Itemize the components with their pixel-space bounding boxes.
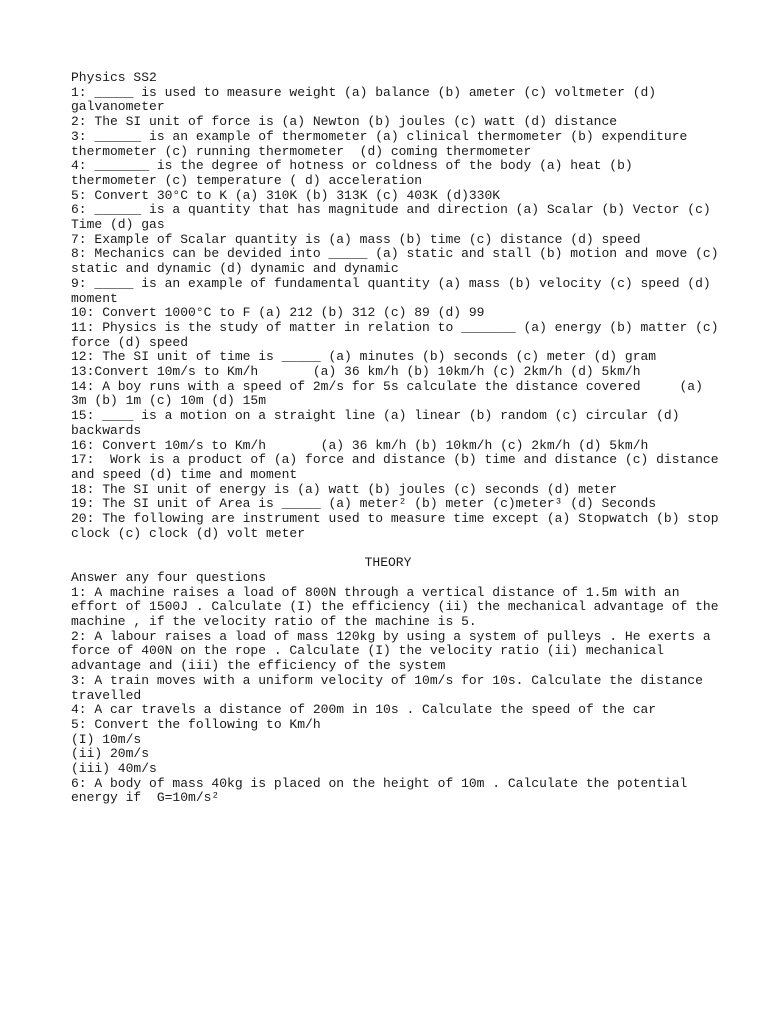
objective-question-line: 18: The SI unit of energy is (a) watt (b) joules (c) seconds (d) meter (71, 481, 618, 497)
objective-question-line: 7: Example of Scalar quantity is (a) mass (b) time (c) distance (d) speed (71, 231, 641, 247)
theory-question-line: travelled (71, 687, 142, 703)
section-spacer (71, 542, 705, 557)
objective-question-line: backwards (71, 422, 142, 438)
theory-question-line: 2: A labour raises a load of mass 120kg by using a system of pulleys . He exerts a (71, 628, 711, 644)
theory-question-line: effort of 1500J . Calculate (I) the efficiency (ii) the mechanical advantage of the (71, 599, 719, 615)
objective-questions (71, 84, 719, 542)
objective-question-line: 1: _____ is used to measure weight (a) balance (b) ameter (c) voltmeter (d) (71, 84, 657, 100)
objective-question-line: Time (d) gas (71, 217, 165, 233)
objective-question-line: galvanometer (71, 99, 165, 115)
objective-question-line: clock (c) clock (d) volt meter (71, 525, 306, 541)
objective-question-line: 16: Convert 10m/s to Km/h (a) 36 km/h (b) 10km/h (c) 2km/h (d) 5km/h (71, 437, 649, 453)
objective-question-line: 9: _____ is an example of fundamental quantity (a) mass (b) velocity (c) speed (d) (71, 275, 711, 291)
objective-question-line: 20: The following are instrument used to measure time except (a) Stopwatch (b) stop (71, 511, 719, 527)
objective-question-line: 2: The SI unit of force is (a) Newton (b) joules (c) watt (d) distance (71, 114, 618, 130)
objective-question-line: 11: Physics is the study of matter in relation to _______ (a) energy (b) matter (c) (71, 319, 719, 335)
theory-question-line: (ii) 20m/s (71, 746, 150, 762)
objective-question-line: 8: Mechanics can be devided into _____ (a) static and stall (b) motion and move (c) (71, 246, 719, 262)
objective-question-line: 3m (b) 1m (c) 10m (d) 15m (71, 393, 267, 409)
theory-question-line: energy if G=10m/s² (71, 790, 220, 806)
theory-question-line: advantage and (iii) the efficiency of the system (71, 658, 446, 674)
objective-question-line: 13:Convert 10m/s to Km/h (a) 36 km/h (b) 10km/h (c) 2km/h (d) 5km/h (71, 364, 641, 380)
theory-question-line: 3: A train moves with a uniform velocity of 10m/s for 10s. Calculate the distance (71, 672, 703, 688)
theory-question-line: machine , if the velocity ratio of the machine is 5. (71, 614, 477, 629)
objective-question-line: 15: ____ is a motion on a straight line (a) linear (b) random (c) circular (d) (71, 408, 680, 424)
objective-question-line: moment (71, 290, 118, 306)
theory-question-line: force of 400N on the rope . Calculate (I) the velocity ratio (ii) mechanical (71, 643, 664, 659)
objective-question-line: 4: _______ is the degree of hotness or coldness of the body (a) heat (b) (71, 158, 633, 174)
theory-question-line: (iii) 40m/s (71, 761, 157, 777)
objective-question-line: force (d) speed (71, 334, 189, 350)
theory-question-line: 1: A machine raises a load of 800N through a vertical distance of 1.5m with an (71, 584, 680, 600)
objective-question-line: 10: Convert 1000°C to F (a) 212 (b) 312 (c) 89 (d) 99 (71, 305, 485, 321)
objective-question-line: thermometer (c) temperature ( d) acceleration (71, 172, 423, 188)
objective-question-line: thermometer (c) running thermometer (d) coming thermometer (71, 143, 532, 159)
objective-question-line: 5: Convert 30°C to K (a) 310K (b) 313K (c) 403K (d)330K (71, 187, 501, 203)
objective-question-line: 3: ______ is an example of thermometer (a) clinical thermometer (b) expenditure (71, 128, 688, 144)
theory-question-line: 5: Convert the following to Km/h (71, 716, 321, 732)
theory-heading: THEORY (364, 555, 412, 571)
theory-question-line: Answer any four questions (71, 569, 267, 585)
objective-question-line: and speed (d) time and moment (71, 466, 298, 482)
theory-question-line: (I) 10m/s (71, 731, 142, 747)
theory-question-line: 6: A body of mass 40kg is placed on the height of 10m . Calculate the potential (71, 775, 688, 791)
document-title: Physics SS2 (71, 70, 157, 85)
objective-question-line: static and dynamic (d) dynamic and dynamic (71, 261, 399, 277)
objective-question-line: 12: The SI unit of time is _____ (a) minutes (b) seconds (c) meter (d) gram (71, 349, 657, 365)
objective-question-line: 17: Work is a product of (a) force and distance (b) time and distance (c) distance (71, 452, 719, 468)
objective-question-line: 19: The SI unit of Area is _____ (a) meter² (b) meter (c)meter³ (d) Seconds (71, 496, 657, 512)
objective-question-line: 14: A boy runs with a speed of 2m/s for 5s calculate the distance covered (a) (71, 378, 703, 394)
theory-questions (71, 569, 719, 806)
document-page (71, 70, 719, 806)
theory-question-line: 4: A car travels a distance of 200m in 10s . Calculate the speed of the car (71, 702, 657, 718)
objective-question-line: 6: ______ is a quantity that has magnitude and direction (a) Scalar (b) Vector (c) (71, 202, 711, 218)
